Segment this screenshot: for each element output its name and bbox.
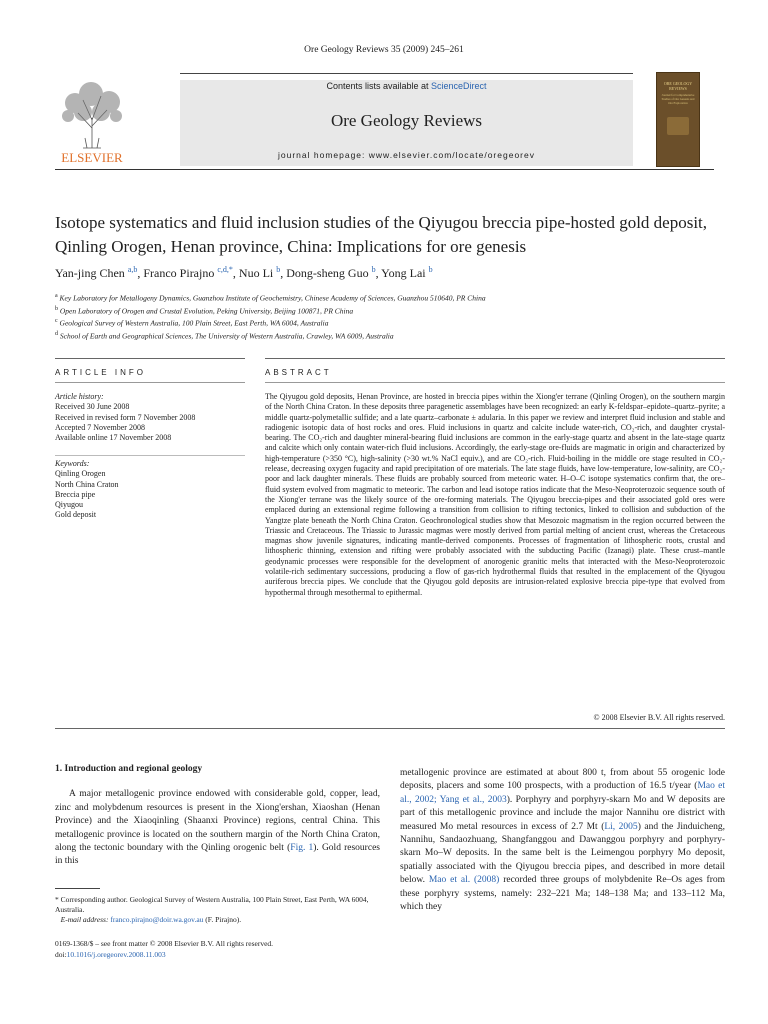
author-affil-ref[interactable]: b <box>371 265 376 274</box>
citation-link[interactable]: Mao et al., 2002; Yang et al., 2003 <box>400 781 726 805</box>
affiliation <box>55 329 725 342</box>
keyword: Qinling Orogen <box>55 469 106 479</box>
author-name: Yan-jing Chen <box>55 266 125 280</box>
keywords <box>55 459 250 521</box>
doi-label: doi: <box>55 950 67 959</box>
author-name: Franco Pirajno <box>143 266 215 280</box>
body-column-right <box>400 767 725 914</box>
affiliation <box>55 304 725 317</box>
history-heading: Article history: <box>55 392 104 401</box>
running-head: Ore Geology Reviews 35 (2009) 245–261 <box>304 45 464 55</box>
journal-cover <box>656 72 700 167</box>
author-name: Yong Lai <box>381 266 426 280</box>
history-item: Available online 17 November 2008 <box>55 433 172 443</box>
affiliation-key: b <box>55 305 58 312</box>
body-paragraph <box>55 788 380 868</box>
abstract-text: The Qiyugou gold deposits, Henan Province, are hosted in breccia pipes within the Xiong'er terrane (Qinling Orogen), on the southern margin of the North China Craton. In these deposits three paragenetic assemblages have been recognized: an early K-feldspar–epidote–quartz–pyrite; a middle quartz-polymetallic sulfide; and a late quartz–carbonate ± adularia. In this paper we review and interpret fluid inclusion and stable and radiogenic isotopic data of host rocks and ores. Fluid inclusions in quartz and calcite include water-rich, CO₂-rich, and daughter crystal-bearing. The CO₂-rich and daughter mineral-bearing fluid inclusions are common in the early-stage quartz and absent in the late-stage quartz and calcite which only contain water-rich fluid inclusions. Accordingly, the early-stage ore-fluids are magmatic in origin and characterized by high-temperature (>350 °C), high-salinity (>30 wt.% NaCl equiv.), and are CO₂-rich. Fluid-boiling in the middle ore stage resulted in CO₂-release, decreasing oxygen fugacity and rapid precipitation of ore materials. The late stage fluids, have low-temperature, low-salinity, are CO₂-poor and lack daughter minerals. These fluids are probably sourced from meteoric water. H–O–C isotope systematics confirm that, the ore–fluid system evolved from magmatic to meteoric. The carbon and lead isotope ratios indicate that the Meso-Neoproterozoic sequence south of the Xiong'er terrane was the likely source of the ore-forming materials. The Qiyugou breccia-pipes and their associated gold ores were emplaced during an extensional regime following a transition from collision to rifting tectonics, linked to collision and subduction of the Yangtze plate beneath the North China Craton. Geochronological studies show that Mesozoic magmatism in the region occurred between the Triassic and Cretaceous. The Triassic to Jurassic magmas were mostly derived from partial melting of ancient crust, whereas the Cretaceous magmas show juvenile signatures, indicating mantle-derived components. Processes of fragmentation of lithospheric roots, crustal and lithospheric thinning, extension and rifting were probably associated with the subducting Pacific (Izanagi) plate. These crust–mantle geodynamic processes were responsible for the development of anorogenic granitic melts that interacted with the Meso-Neoproterozoic volatile-rich sedimentary successions, producing a flow of gas-rich hydrothermal fluids that resulted in the emplacement of the Qiyugou auriferous breccia pipes. We conclude that the Qiyugou gold deposits are intrusion-related explosive breccia pipe-type that evolved from hypothermal through mesothermal to epithermal. <box>265 392 725 597</box>
cover-title: ORE GEOLOGY REVIEWS <box>663 81 693 91</box>
body-column-left <box>55 763 380 869</box>
masthead-bottom-rule <box>55 169 714 170</box>
paper-title: Isotope systematics and fluid inclusion studies of the Qiyugou breccia pipe-hosted gold deposit, Qinling Orogen, Henan province, China: Implications for ore genesis <box>55 213 708 256</box>
affiliation <box>55 316 725 329</box>
body-text: A major metallogenic province endowed with considerable gold, copper, lead, zinc and molybdenum resources is present in the Xiong'ershan, Xiaoshan (Henan Province) and the Xiaoqinling (Shaanxi Province) regions, central China. This metallogenic province is located on the southern margin of the North China Craton, along the tectonic boundary with the Qinling orogenic belt ( <box>55 789 380 854</box>
abstract-label: ABSTRACT <box>265 368 332 377</box>
footnotes <box>55 895 380 925</box>
citation-link[interactable]: Li, 2005 <box>604 821 638 832</box>
bottom-matter <box>55 938 380 960</box>
doi-link[interactable]: 10.1016/j.oregeorev.2008.11.003 <box>66 950 166 959</box>
abstract-rule <box>265 382 725 383</box>
affiliation-text: School of Earth and Geographical Sciences, The University of Western Australia, Crawley, WA 6009, Australia <box>59 331 394 340</box>
figure-link[interactable]: Fig. 1 <box>290 843 314 854</box>
body-text: ). Porphyry and porphyry-skarn Mo and W deposits are part of this metallogenic province and include the major Nannihu ore district with measured Mo metal resources in excess of 2.7 Mt ( <box>400 794 725 832</box>
affiliation-key: d <box>55 330 58 337</box>
history-item: Received 30 June 2008 <box>55 402 130 412</box>
article-info-top-rule <box>55 358 245 359</box>
elsevier-logo <box>53 78 132 166</box>
email-label: E-mail address: <box>60 915 109 924</box>
publisher-name: ELSEVIER <box>61 150 123 165</box>
doi-line <box>55 949 380 960</box>
body-text: metallogenic province are estimated at about 800 t, from about 55 orogenic lode deposits, placers and some 100 prospects, with a production of 16.5 t/year ( <box>400 768 725 792</box>
article-info-rule <box>55 382 245 383</box>
contents-prefix: Contents lists available at <box>326 81 432 91</box>
issn-line: 0169-1368/$ – see front matter © 2008 Elsevier B.V. All rights reserved. <box>55 939 274 948</box>
contents-line <box>180 81 633 91</box>
affiliation <box>55 291 725 304</box>
author-affil-ref[interactable]: c,d,* <box>217 265 233 274</box>
keyword: North China Craton <box>55 479 119 489</box>
keyword: Breccia pipe <box>55 489 96 499</box>
article-history <box>55 392 250 443</box>
journal-name: Ore Geology Reviews <box>330 111 483 130</box>
author-affil-ref[interactable]: b <box>428 265 433 274</box>
email-note <box>55 915 380 925</box>
email-suffix: (F. Pirajno). <box>205 915 242 924</box>
affiliations <box>55 291 725 341</box>
history-item: Accepted 7 November 2008 <box>55 422 145 432</box>
affiliation-text: Key Laboratory for Metallogeny Dynamics, Guanzhou Institute of Geochemistry, Chinese Academy of Sciences, Guanzhou 510640, PR China <box>59 293 486 303</box>
author-name: Dong-sheng Guo <box>286 266 369 280</box>
email-link[interactable]: franco.pirajno@doir.wa.gov.au <box>110 915 204 924</box>
journal-homepage[interactable]: journal homepage: www.elsevier.com/locate/oregeorev <box>277 150 535 160</box>
body-text: ) and the Jinduicheng, Nannihu, Sandaozhuang, Shangfanggou and Dawanggou porphyry and porphyry-skarn Mo–W deposits. In the same belt is the Leimengou porphyry Mo deposit, spatially associated with the Qiyugou breccia pipes, and described in more detail below. <box>400 821 725 886</box>
affiliation-key: a <box>55 293 58 299</box>
author-affil-ref[interactable]: b <box>276 265 281 274</box>
keywords-heading: Keywords: <box>55 459 90 468</box>
copyright: © 2008 Elsevier B.V. All rights reserved. <box>593 713 725 722</box>
corresponding-author-note: * Corresponding author. Geological Survey of Western Australia, 100 Plain Street, East Perth, WA 6004, Australia. <box>55 895 369 914</box>
cover-image <box>667 117 689 135</box>
tree-icon <box>53 78 132 166</box>
article-info-label: ARTICLE INFO <box>55 368 146 377</box>
keywords-rule <box>55 455 245 456</box>
abstract-top-rule <box>265 358 725 359</box>
cover-subtitle: Journal for Comprehensive Studies of Ore Genesis and Ore Exploration <box>661 93 695 105</box>
citation-link[interactable]: Mao et al. (2008) <box>428 875 500 886</box>
affiliation-key: c <box>55 318 58 324</box>
keyword: Gold deposit <box>55 510 97 520</box>
section-heading: 1. Introduction and regional geology <box>55 764 203 774</box>
body-text: ). Gold resources in this <box>55 843 380 867</box>
sciencedirect-link[interactable]: ScienceDirect <box>431 81 487 91</box>
abstract-end-rule <box>55 728 725 729</box>
author-affil-ref[interactable]: a,b <box>127 265 138 274</box>
history-item: Received in revised form 7 November 2008 <box>55 412 196 422</box>
masthead-top-rule <box>180 73 633 74</box>
body-text: recorded three groups of molybdenite Re–Os ages from these porphyry systems, namely: 232–221 Ma; 148–138 Ma; and 133–112 Ma, which they <box>400 875 725 913</box>
footnote-rule <box>55 888 100 889</box>
author-name: Nuo Li <box>238 266 274 280</box>
affiliation-text: Geological Survey of Western Australia, 100 Plain Street, East Perth, WA 6004, Australia <box>59 318 329 328</box>
keyword: Qiyugou <box>55 500 83 510</box>
affiliation-text: Open Laboratory of Orogen and Crustal Evolution, Peking University, Beijing 100871, PR China <box>59 306 354 315</box>
author-list: Yan-jing Chen $^{a,b}$, Franco Pirajno $^{c,d,*}$, Nuo Li $^b$, Dong-sheng Guo $^b$, Yong Lai $^b$ <box>55 265 433 280</box>
